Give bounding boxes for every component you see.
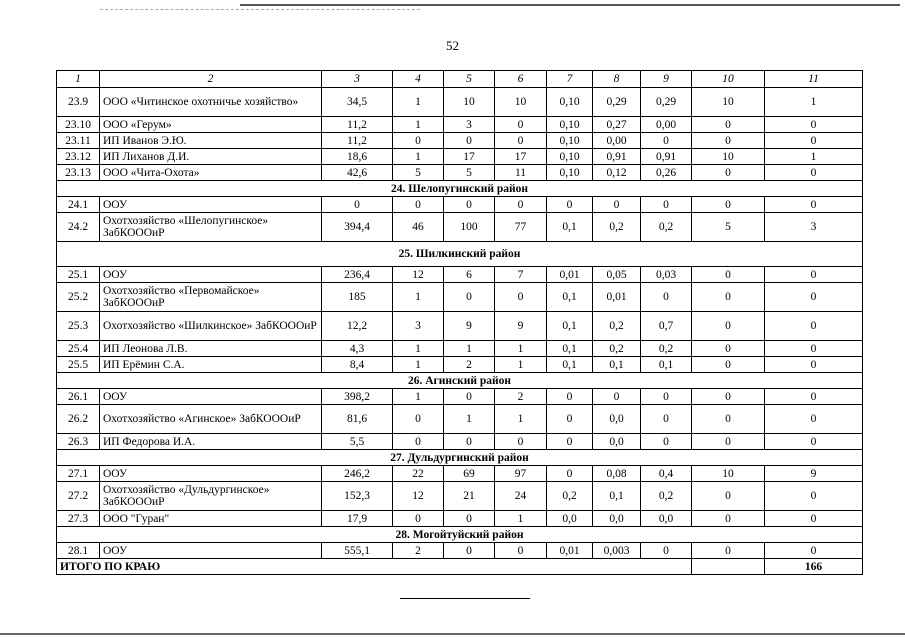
table-cell: 27.1 [57, 466, 100, 482]
table-cell: 23.10 [57, 117, 100, 133]
table-cell: 0 [765, 312, 863, 341]
section-row [57, 181, 863, 197]
table-cell: 0 [495, 197, 547, 213]
table-cell: 5 [393, 165, 444, 181]
table-cell: 0,2 [641, 482, 692, 511]
table-cell: 0,10 [547, 165, 593, 181]
table-cell: 0 [393, 434, 444, 450]
table-cell: 4,3 [322, 341, 393, 357]
table-cell: 81,6 [322, 405, 393, 434]
table-row [57, 482, 863, 511]
table-cell: 0 [692, 283, 765, 312]
table-cell: 0 [765, 117, 863, 133]
table-cell: 0 [547, 434, 593, 450]
table-cell: ИП Ерёмин С.А. [100, 357, 322, 373]
column-header: 1 [57, 71, 100, 88]
column-header: 9 [641, 71, 692, 88]
table-cell: 11,2 [322, 117, 393, 133]
table-cell: 3 [765, 213, 863, 242]
table-cell: 0,1 [593, 357, 641, 373]
table-cell: 185 [322, 283, 393, 312]
table-cell: 0,4 [641, 466, 692, 482]
table-cell: 9 [495, 312, 547, 341]
table-cell: 24 [495, 482, 547, 511]
table-cell: 0 [692, 511, 765, 527]
table-cell: Охотхозяйство «Шилкинское» ЗабКОООиР [100, 312, 322, 341]
table-cell: 34,5 [322, 88, 393, 117]
table-cell: 1 [393, 117, 444, 133]
table-cell: 1 [495, 341, 547, 357]
table-cell: 0,12 [593, 165, 641, 181]
table-cell: 0 [765, 389, 863, 405]
table-cell: 0,10 [547, 149, 593, 165]
table-cell: 11 [495, 165, 547, 181]
column-header: 3 [322, 71, 393, 88]
table-row [57, 357, 863, 373]
table-cell: 5 [692, 213, 765, 242]
table-row [57, 312, 863, 341]
table-cell: 26.3 [57, 434, 100, 450]
table-cell: 11,2 [322, 133, 393, 149]
table-cell: 0 [765, 133, 863, 149]
column-header: 4 [393, 71, 444, 88]
table-cell: 10 [495, 88, 547, 117]
column-header: 10 [692, 71, 765, 88]
page-number: 52 [446, 38, 459, 53]
table-cell: 0 [547, 466, 593, 482]
table-cell: 0 [765, 357, 863, 373]
table-cell: 0 [322, 197, 393, 213]
section-title: 26. Агинский район [57, 373, 863, 389]
table-cell: 77 [495, 213, 547, 242]
table-cell: 0 [547, 389, 593, 405]
table-cell: ИП Лиханов Д.И. [100, 149, 322, 165]
table-cell: 23.9 [57, 88, 100, 117]
table-cell: 0 [393, 511, 444, 527]
table-cell: 0,0 [641, 511, 692, 527]
table-cell: ООУ [100, 543, 322, 559]
column-header: 2 [100, 71, 322, 88]
table-cell: 0 [444, 283, 495, 312]
table-cell: 1 [444, 341, 495, 357]
table-cell: 0,01 [547, 543, 593, 559]
table-row [57, 466, 863, 482]
table-cell: 0,00 [641, 117, 692, 133]
table-cell: 22 [393, 466, 444, 482]
table-cell: 27.2 [57, 482, 100, 511]
table-row [57, 165, 863, 181]
table-cell: 0 [444, 389, 495, 405]
table-row [57, 213, 863, 242]
table-cell: 1 [393, 389, 444, 405]
table-cell: 0 [692, 267, 765, 283]
table-cell: 394,4 [322, 213, 393, 242]
table-cell: 0 [641, 133, 692, 149]
table-cell: 0 [765, 482, 863, 511]
table-cell: 0,0 [547, 511, 593, 527]
table-cell: 0 [444, 197, 495, 213]
table-cell: 5,5 [322, 434, 393, 450]
column-header: 6 [495, 71, 547, 88]
table-cell: 1 [495, 511, 547, 527]
table-cell: 1 [495, 357, 547, 373]
table-cell: 236,4 [322, 267, 393, 283]
table-cell: 0,29 [641, 88, 692, 117]
section-title: 24. Шелопугинский район [57, 181, 863, 197]
table-cell: 5 [444, 165, 495, 181]
table-cell: 0 [692, 117, 765, 133]
table-cell: 0,1 [547, 357, 593, 373]
table-cell: 1 [444, 405, 495, 434]
bottom-rule [0, 633, 905, 635]
table-cell: 12 [393, 267, 444, 283]
top-rule-faint [100, 9, 420, 10]
table-cell: 0 [692, 312, 765, 341]
table-cell: 0 [765, 511, 863, 527]
table-row [57, 149, 863, 165]
table-cell: 17 [444, 149, 495, 165]
table-cell: 0,10 [547, 117, 593, 133]
table-row [57, 283, 863, 312]
table-cell: 0 [765, 543, 863, 559]
table-cell: 25.3 [57, 312, 100, 341]
table-cell: 1 [765, 149, 863, 165]
total-value: 166 [765, 559, 863, 575]
table-cell: 10 [692, 88, 765, 117]
table-cell: 12 [393, 482, 444, 511]
table-cell: 0,0 [593, 511, 641, 527]
data-table [56, 70, 863, 575]
table-cell: ООО «Чита-Охота» [100, 165, 322, 181]
table-cell: 10 [444, 88, 495, 117]
table-cell: 555,1 [322, 543, 393, 559]
table-cell: 0,01 [547, 267, 593, 283]
table-cell: 28.1 [57, 543, 100, 559]
table-cell: 1 [495, 405, 547, 434]
table-cell: 26.1 [57, 389, 100, 405]
top-rule [240, 4, 900, 6]
table-cell: 0,03 [641, 267, 692, 283]
table-cell: ООО «Читинское охотничье хозяйство» [100, 88, 322, 117]
table-cell: 21 [444, 482, 495, 511]
table-cell: ООУ [100, 389, 322, 405]
table-cell: 0,01 [593, 283, 641, 312]
table-cell: 0 [692, 197, 765, 213]
table-cell: 0 [641, 283, 692, 312]
table-cell: 25.2 [57, 283, 100, 312]
table-cell: 0 [641, 434, 692, 450]
table-cell: Охотхозяйство «Первомайское» ЗабКОООиР [100, 283, 322, 312]
table-cell: 0 [765, 165, 863, 181]
table-cell: 0 [765, 267, 863, 283]
table-cell: 0 [593, 389, 641, 405]
table-cell: 0 [692, 434, 765, 450]
table-cell: 25.4 [57, 341, 100, 357]
table-cell: ООУ [100, 267, 322, 283]
column-header: 8 [593, 71, 641, 88]
table-cell: 42,6 [322, 165, 393, 181]
table-cell: 0,1 [547, 312, 593, 341]
table-cell: 0,1 [593, 482, 641, 511]
table-cell: Охотхозяйство «Агинское» ЗабКОООиР [100, 405, 322, 434]
section-title: 27. Дульдургинский район [57, 450, 863, 466]
table-cell: 2 [444, 357, 495, 373]
table-cell: 25.5 [57, 357, 100, 373]
column-header-row [57, 71, 863, 88]
table-cell: 0 [495, 434, 547, 450]
table-cell: 0 [692, 405, 765, 434]
table-cell: 46 [393, 213, 444, 242]
table-cell: 23.11 [57, 133, 100, 149]
table-row [57, 133, 863, 149]
table-cell: 24.1 [57, 197, 100, 213]
table-cell: 0,1 [641, 357, 692, 373]
table-cell: 0 [641, 543, 692, 559]
table-cell: 0 [444, 133, 495, 149]
table-cell: 0 [692, 389, 765, 405]
table-row [57, 434, 863, 450]
table-row [57, 117, 863, 133]
table-row [57, 389, 863, 405]
table-cell: 0,0 [593, 405, 641, 434]
total-label: ИТОГО ПО КРАЮ [57, 559, 692, 575]
table-cell: 3 [393, 312, 444, 341]
table-cell: ООУ [100, 466, 322, 482]
table-cell: 26.2 [57, 405, 100, 434]
table-cell: 1 [393, 283, 444, 312]
table-cell: ИП Федорова И.А. [100, 434, 322, 450]
table-cell: 0,08 [593, 466, 641, 482]
table-cell: 0,1 [547, 213, 593, 242]
table-cell: ИП Леонова Л.В. [100, 341, 322, 357]
table-cell: 0,29 [593, 88, 641, 117]
column-header: 7 [547, 71, 593, 88]
table-cell: 0 [765, 283, 863, 312]
table-cell: 97 [495, 466, 547, 482]
table-cell: 7 [495, 267, 547, 283]
table-cell: 0 [444, 543, 495, 559]
table-cell: 0 [641, 389, 692, 405]
table-cell: ИП Иванов Э.Ю. [100, 133, 322, 149]
total-empty-cell [692, 559, 765, 575]
footer-rule [400, 598, 530, 599]
table-cell: 9 [765, 466, 863, 482]
table-cell: 10 [692, 149, 765, 165]
table-cell: Охотхозяйство «Шелопугинское» ЗабКОООиР [100, 213, 322, 242]
table-cell: 246,2 [322, 466, 393, 482]
total-row [57, 559, 863, 575]
table-cell: 0,91 [593, 149, 641, 165]
section-title: 28. Могойтуйский район [57, 527, 863, 543]
table-cell: 0 [495, 283, 547, 312]
section-row [57, 242, 863, 267]
table-cell: 0 [495, 117, 547, 133]
table-cell: 12,2 [322, 312, 393, 341]
table-row [57, 197, 863, 213]
table-cell: 0 [444, 434, 495, 450]
table-cell: 0,7 [641, 312, 692, 341]
table-cell: 0 [765, 405, 863, 434]
table-cell: 0 [641, 405, 692, 434]
table-cell: 27.3 [57, 511, 100, 527]
table-cell: 0 [692, 543, 765, 559]
table-cell: 1 [393, 149, 444, 165]
table-cell: 0 [765, 341, 863, 357]
table-cell: 0 [641, 197, 692, 213]
table-cell: 0 [495, 133, 547, 149]
table-cell: 0 [765, 197, 863, 213]
table-cell: 0,10 [547, 88, 593, 117]
table-cell: 0,2 [593, 312, 641, 341]
table-row [57, 341, 863, 357]
section-row [57, 450, 863, 466]
table-row [57, 88, 863, 117]
table-cell: 18,6 [322, 149, 393, 165]
column-header: 11 [765, 71, 863, 88]
table-cell: 0 [692, 341, 765, 357]
table-cell: 1 [393, 88, 444, 117]
table-cell: 0,2 [547, 482, 593, 511]
table-cell: 23.13 [57, 165, 100, 181]
table-cell: 0,1 [547, 283, 593, 312]
section-row [57, 527, 863, 543]
column-header: 5 [444, 71, 495, 88]
table-cell: Охотхозяйство «Дульдургинское» ЗабКОООиР [100, 482, 322, 511]
table-cell: 0 [444, 511, 495, 527]
table-cell: 17 [495, 149, 547, 165]
table-cell: 23.12 [57, 149, 100, 165]
table-cell: 0 [692, 357, 765, 373]
table-cell: 398,2 [322, 389, 393, 405]
table-cell: 0 [495, 543, 547, 559]
table-cell: 0,1 [547, 341, 593, 357]
table-cell: 0,2 [593, 213, 641, 242]
table-cell: 1 [393, 357, 444, 373]
table-cell: 6 [444, 267, 495, 283]
table-cell: 0,2 [641, 213, 692, 242]
table-cell: 0,10 [547, 133, 593, 149]
table-cell: 69 [444, 466, 495, 482]
table-row [57, 405, 863, 434]
table-cell: 0 [692, 482, 765, 511]
table-cell: 0,003 [593, 543, 641, 559]
table-cell: ООО «Герум» [100, 117, 322, 133]
table-cell: 24.2 [57, 213, 100, 242]
table-cell: ООО "Гуран" [100, 511, 322, 527]
table-cell: 0 [692, 133, 765, 149]
table-cell: 100 [444, 213, 495, 242]
table-cell: 0 [547, 405, 593, 434]
table-cell: 152,3 [322, 482, 393, 511]
table-cell: 0,00 [593, 133, 641, 149]
table-cell: 0 [393, 133, 444, 149]
section-row [57, 373, 863, 389]
table-cell: 1 [765, 88, 863, 117]
table-cell: 0,91 [641, 149, 692, 165]
table-cell: 0 [692, 165, 765, 181]
table-row [57, 267, 863, 283]
table-cell: 0 [393, 405, 444, 434]
table-cell: 25.1 [57, 267, 100, 283]
table-cell: 0 [393, 197, 444, 213]
table-cell: 0,05 [593, 267, 641, 283]
table-cell: 9 [444, 312, 495, 341]
table-cell: 0,2 [641, 341, 692, 357]
table-cell: 8,4 [322, 357, 393, 373]
table-cell: 3 [444, 117, 495, 133]
table-row [57, 511, 863, 527]
table-cell: ООУ [100, 197, 322, 213]
table-row [57, 543, 863, 559]
table-cell: 0 [547, 197, 593, 213]
table-cell: 0 [765, 434, 863, 450]
table-cell: 10 [692, 466, 765, 482]
table-cell: 0,0 [593, 434, 641, 450]
table-cell: 2 [393, 543, 444, 559]
table-cell: 2 [495, 389, 547, 405]
section-title: 25. Шилкинский район [57, 242, 863, 267]
table-cell: 0,2 [593, 341, 641, 357]
table-cell: 17,9 [322, 511, 393, 527]
table-cell: 0,26 [641, 165, 692, 181]
table-cell: 0 [593, 197, 641, 213]
table-cell: 1 [393, 341, 444, 357]
table-cell: 0,27 [593, 117, 641, 133]
